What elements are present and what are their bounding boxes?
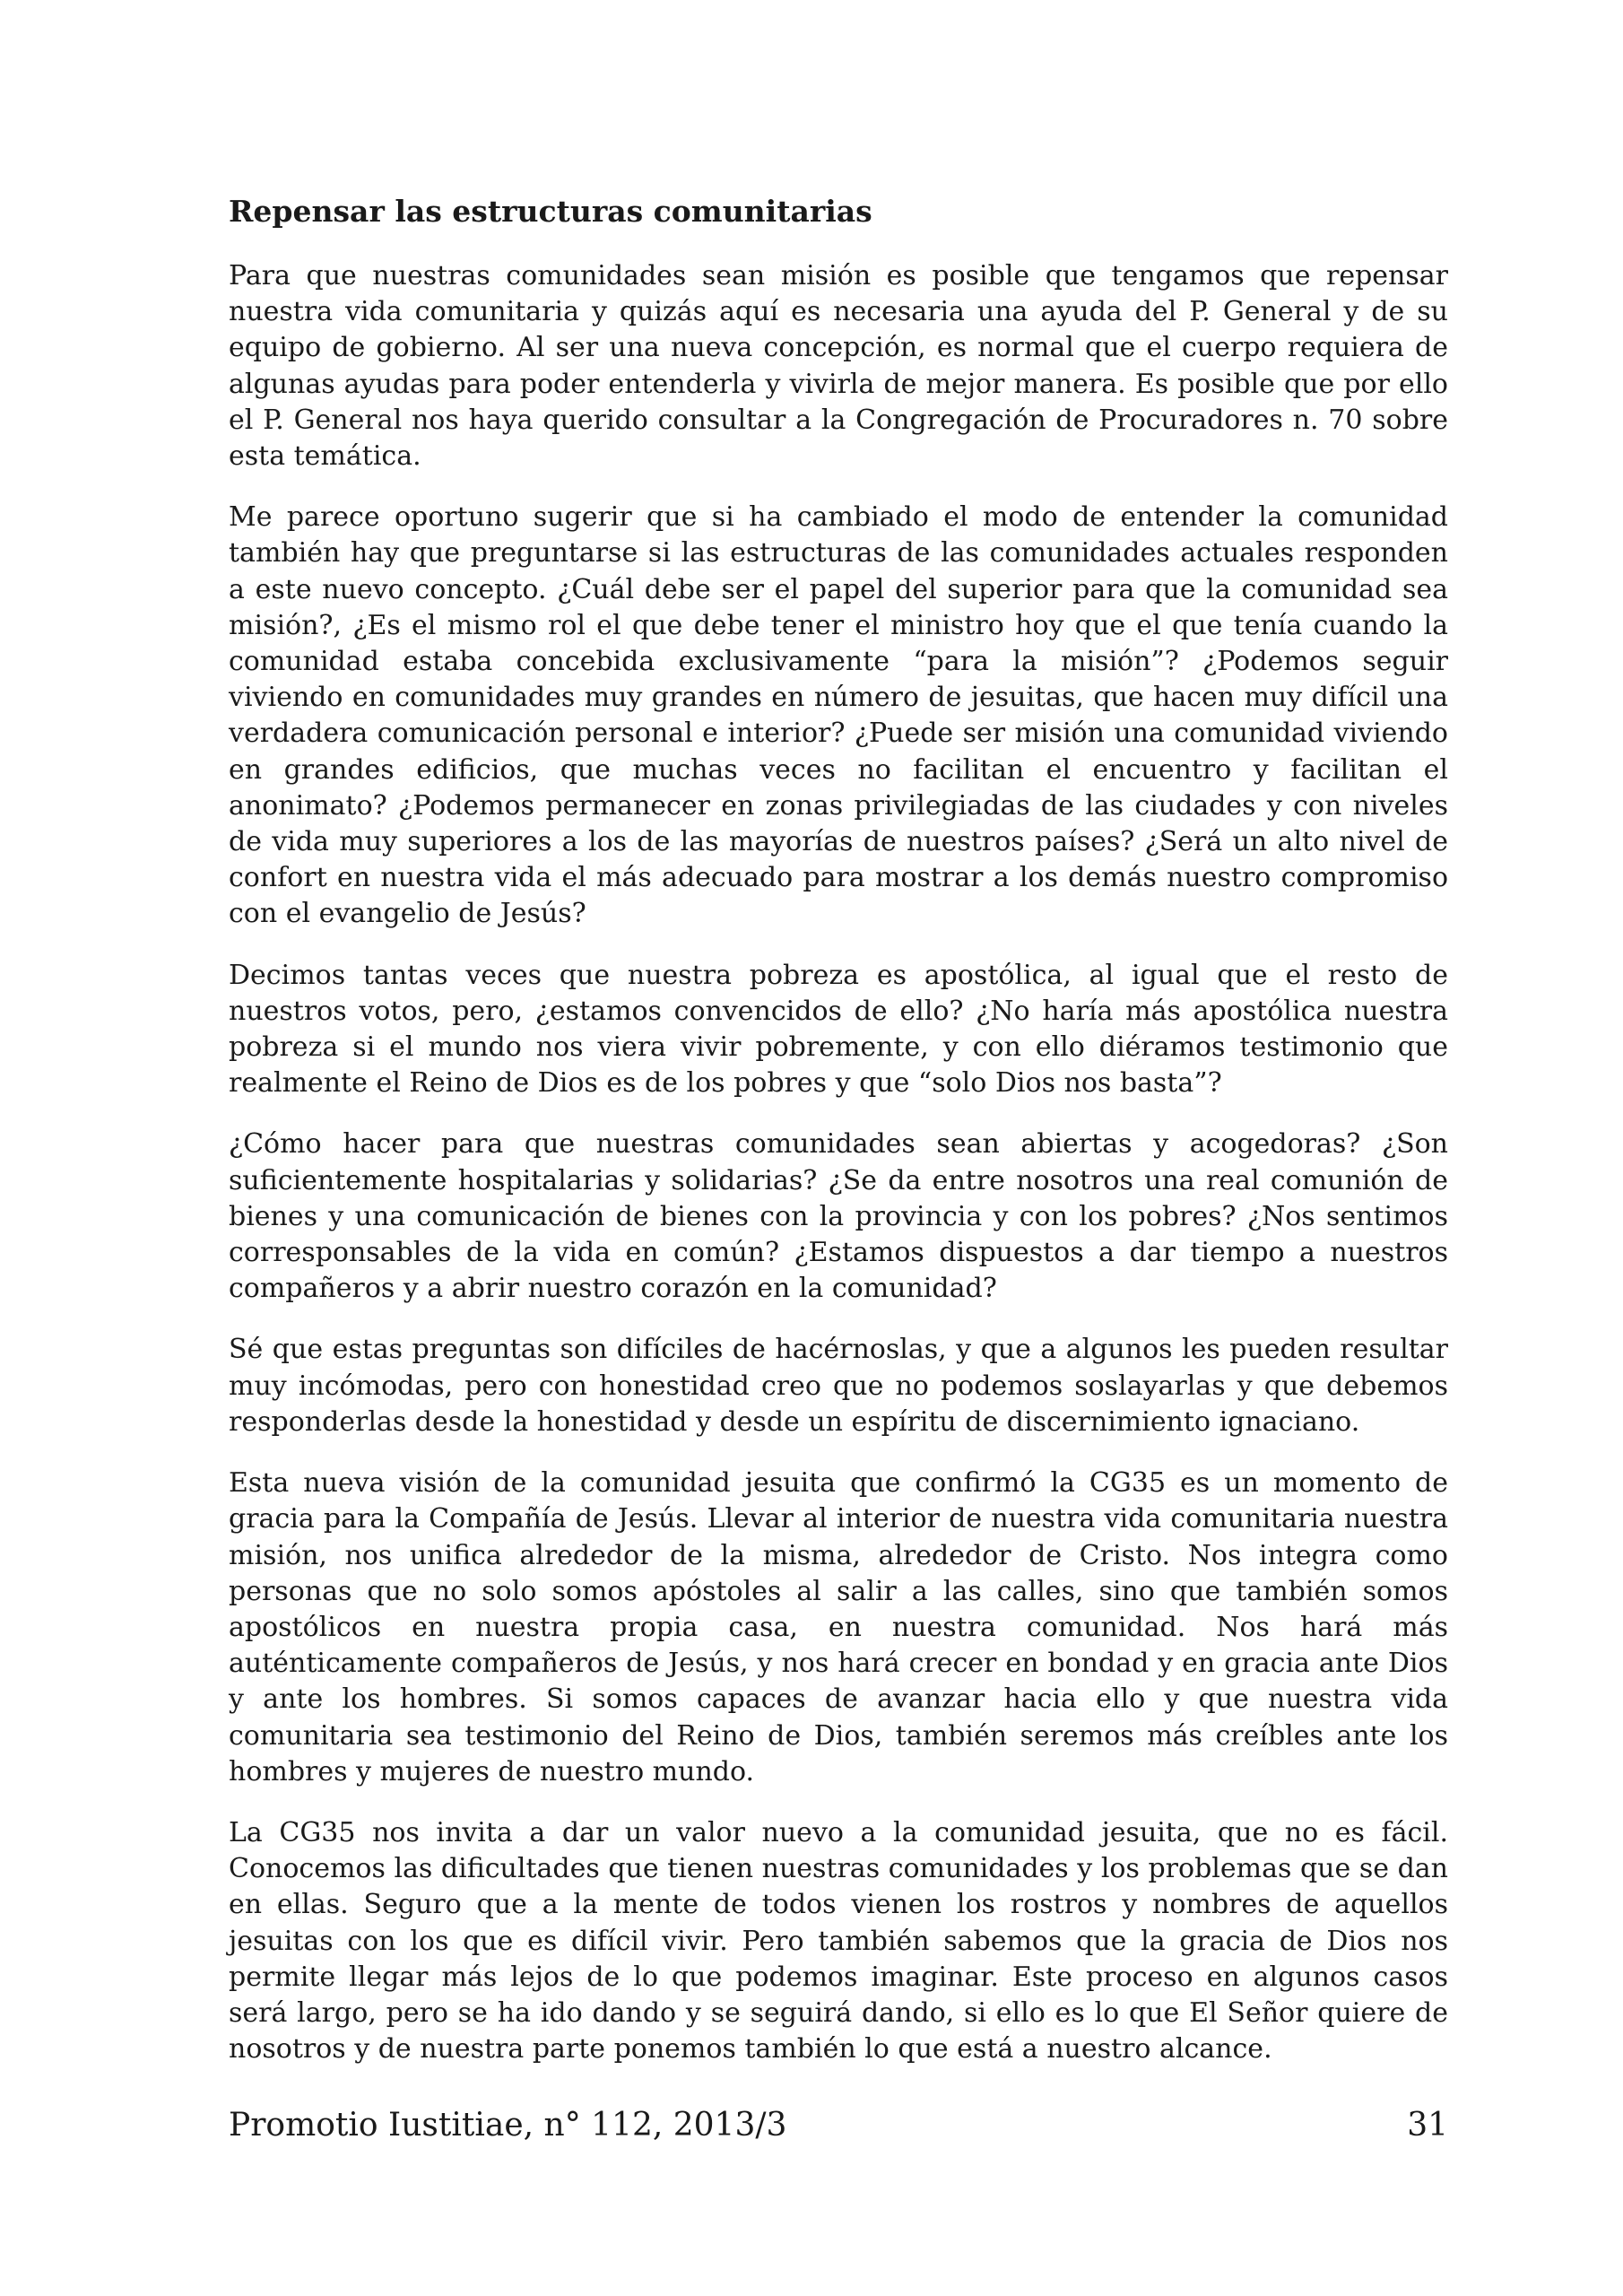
paragraph: Decimos tantas veces que nuestra pobreza es apostólica, al igual que el resto de nuestros votos, pero, ¿estamos convencidos de ello? ¿No haría más apostólica nuestra pobreza si el mundo nos viera vivir pobremente, y con ello diéramos testimonio que realmente el Reino de Dios es de los pobres y que “solo Dios nos basta”?: [229, 959, 1448, 1100]
paragraph: Sé que estas preguntas son difíciles de hacérnoslas, y que a algunos les pueden resultar muy incómodas, pero con honestidad creo que no podemos soslayarlas y que debemos responderlas desde la honestidad y desde un espíritu de discernimiento ignaciano.: [229, 1334, 1448, 1438]
page-number: 31: [1407, 2107, 1448, 2144]
paragraph: ¿Cómo hacer para que nuestras comunidades sean abiertas y acogedoras? ¿Son suficientemente hospitalarias y solidarias? ¿Se da entre nosotros una real comunión de bienes y una comunicación de bienes con la provincia y con los pobres? ¿Nos sentimos corresponsables de la vida en común? ¿Estamos dispuestos a dar tiempo a nuestros compañeros y a abrir nuestro corazón en la comunidad?: [229, 1128, 1448, 1305]
document-page: [229, 0, 1448, 2296]
publication-citation: Promotio Iustitiae, n° 112, 2013/3: [229, 2107, 787, 2144]
paragraph: Me parece oportuno sugerir que si ha cambiado el modo de entender la comunidad también hay que preguntarse si las estructuras de las comunidades actuales responden a este nuevo concepto. ¿Cuál debe ser el papel del superior para que la comunidad sea misión?, ¿Es el mismo rol el que debe tener el ministro hoy que el que tenía cuando la comunidad estaba concebida exclusivamente “para la misión”? ¿Podemos seguir viviendo en comunidades muy grandes en número de jesuitas, que hacen muy difícil una verdadera comunicación personal e interior? ¿Puede ser misión una comunidad viviendo en grandes edificios, que muchas veces no facilitan el encuentro y facilitan el anonimato? ¿Podemos permanecer en zonas privilegiadas de las ciudades y con niveles de vida muy superiores a los de las mayorías de nuestros países? ¿Será un alto nivel de confort en nuestra vida el más adecuado para mostrar a los demás nuestro compromiso con el evangelio de Jesús?: [229, 501, 1448, 930]
paragraph: Para que nuestras comunidades sean misión es posible que tengamos que repensar nuestra vida comunitaria y quizás aquí es necesaria una ayuda del P. General y de su equipo de gobierno. Al ser una nueva concepción, es normal que el cuerpo requiera de algunas ayudas para poder entenderla y vivirla de mejor manera. Es posible que por ello el P. General nos haya querido consultar a la Congregación de Procuradores n. 70 sobre esta temática.: [229, 260, 1448, 473]
page-footer: [229, 2106, 1448, 2145]
article-body: [229, 258, 1448, 2092]
paragraph: La CG35 nos invita a dar un valor nuevo a la comunidad jesuita, que no es fácil. Conocemos las dificultades que tienen nuestras comunidades y los problemas que se dan en ellas. Seguro que a la mente de todos vienen los rostros y nombres de aquellos jesuitas con los que es difícil vivir. Pero también sabemos que la gracia de Dios nos permite llegar más lejos de lo que podemos imaginar. Este proceso en algunos casos será largo, pero se ha ido dando y se seguirá dando, si ello es lo que El Señor quiere de nosotros y de nuestra parte ponemos también lo que está a nuestro alcance.: [229, 1816, 1448, 2066]
section-heading: Repensar las estructuras comunitarias: [229, 194, 872, 229]
paragraph: Esta nueva visión de la comunidad jesuita que confirmó la CG35 es un momento de gracia para la Compañía de Jesús. Llevar al interior de nuestra vida comunitaria nuestra misión, nos unifica alrededor de la misma, alrededor de Cristo. Nos integra como personas que no solo somos apóstoles al salir a las calles, sino que también somos apostólicos en nuestra propia casa, en nuestra comunidad. Nos hará más auténticamente compañeros de Jesús, y nos hará crecer en bondad y en gracia ante Dios y ante los hombres. Si somos capaces de avanzar hacia ello y que nuestra vida comunitaria sea testimonio del Reino de Dios, también seremos más creíbles ante los hombres y mujeres de nuestro mundo.: [229, 1467, 1448, 1787]
